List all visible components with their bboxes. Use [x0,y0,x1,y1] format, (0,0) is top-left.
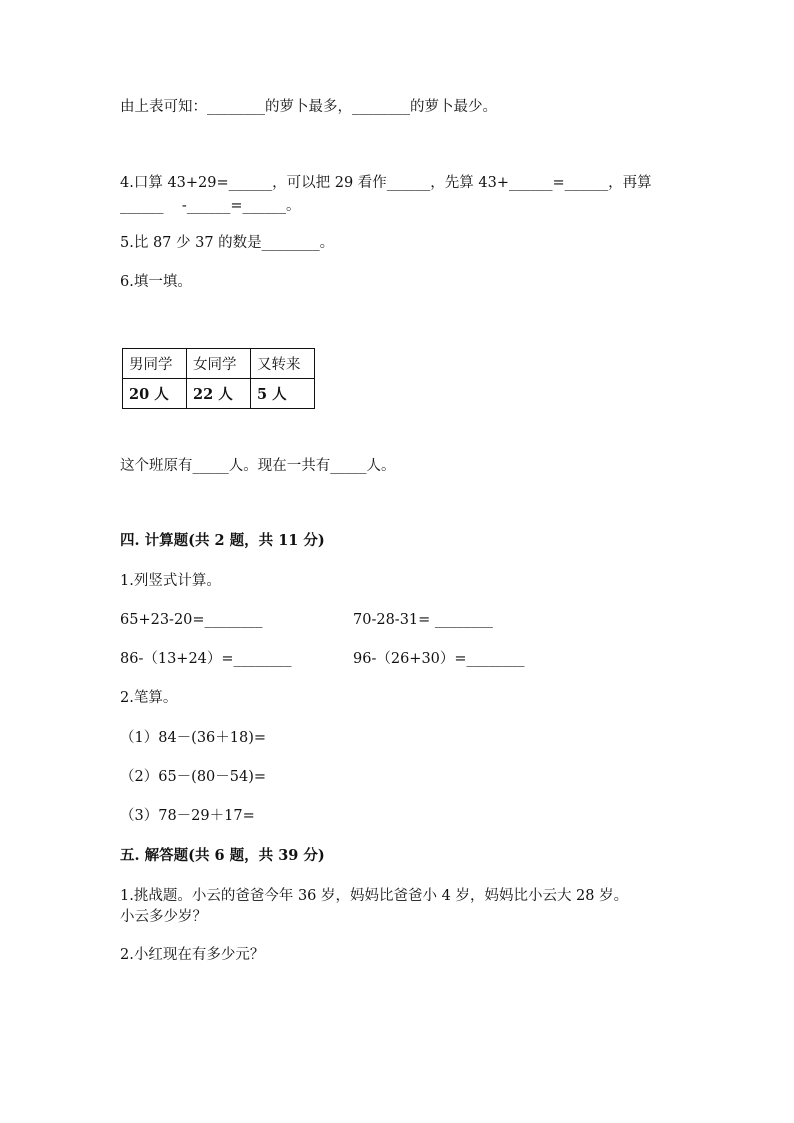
table-header-cell: 女同学 [187,349,251,379]
table-cell: 20 人 [123,379,187,409]
written-calc-item: （3）78－29＋17= [120,808,255,824]
calc-item: 70-28-31= ________ [353,612,493,628]
calc-item: 86-（13+24）=________ [120,651,292,667]
section4-q1-title: 1.列竖式计算。 [120,573,221,589]
written-calc-item: （2）65－(80－54)= [120,769,267,785]
q5: 5.比 87 少 37 的数是________。 [120,235,335,251]
table-cell: 5 人 [251,379,315,409]
section4-title: 四. 计算题(共 2 题，共 11 分) [120,532,325,549]
q4-line1: 4.口算 43+29=______，可以把 29 看作______，先算 43+______=______，再算 [120,175,652,191]
q6-title: 6.填一填。 [120,274,192,290]
q6-question: 这个班原有_____人。现在一共有_____人。 [120,458,396,474]
written-calc-item: （1）84－(36＋18)= [120,730,267,746]
calc-item: 65+23-20=________ [120,612,263,628]
section5-q2: 2.小红现在有多少元？ [120,947,265,963]
table-cell: 22 人 [187,379,251,409]
table-header-cell: 男同学 [123,349,187,379]
class-info-table [122,348,315,409]
q3-conclusion: 由上表可知：________的萝卜最多，________的萝卜最少。 [120,99,497,115]
table-header-row [123,349,315,379]
section5-q1-line1: 1.挑战题。小云的爸爸今年 36 岁，妈妈比爸爸小 4 岁，妈妈比小云大 28 岁。 [120,888,629,904]
calc-item: 96-（26+30）=________ [353,651,525,667]
table-row [123,379,315,409]
section5-title: 五. 解答题(共 6 题，共 39 分) [120,847,325,864]
table-header-cell: 又转来 [251,349,315,379]
section5-q1-line2: 小云多少岁？ [120,909,207,925]
section4-q2-title: 2.笔算。 [120,690,178,706]
q4-line2: ______ -______=______。 [120,198,301,214]
